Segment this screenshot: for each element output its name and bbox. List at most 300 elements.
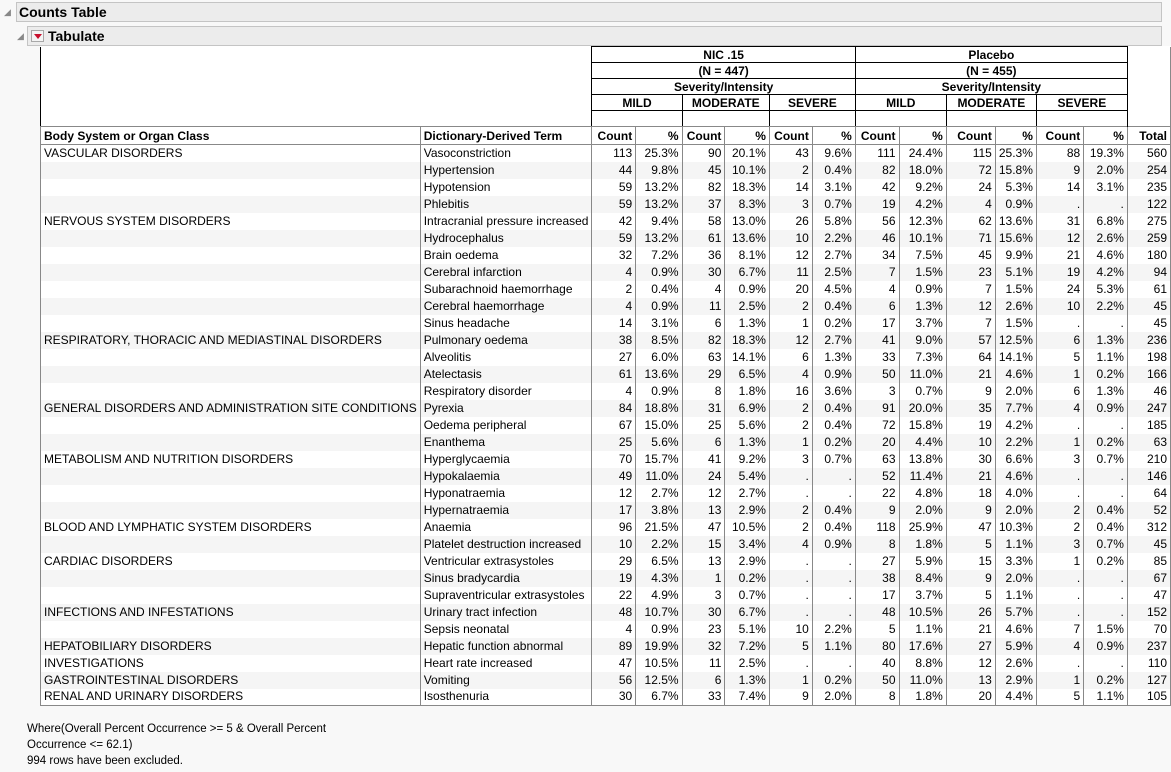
- percent-cell: 5.4%: [725, 468, 770, 485]
- percent-cell: 4.4%: [995, 689, 1036, 706]
- count-cell: 11: [682, 298, 725, 315]
- spacer-cell: [769, 111, 855, 127]
- count-cell: 2: [592, 281, 636, 298]
- count-cell: 4: [592, 264, 636, 281]
- table-row: [41, 519, 1171, 536]
- total-cell: 85: [1127, 553, 1170, 570]
- percent-cell: 13.6%: [995, 213, 1036, 230]
- percent-cell: 1.8%: [899, 536, 946, 553]
- count-cell: 61: [682, 230, 725, 247]
- percent-cell: 9.2%: [899, 179, 946, 196]
- count-cell: 4: [592, 621, 636, 638]
- percent-cell: 0.4%: [812, 162, 855, 179]
- count-cell: 10: [1036, 298, 1083, 315]
- count-cell: 13: [946, 672, 995, 689]
- percent-cell: 0.7%: [899, 383, 946, 400]
- percent-cell: .: [1084, 468, 1128, 485]
- severity-moderate: MODERATE: [682, 95, 769, 111]
- count-cell: 8: [682, 383, 725, 400]
- table-row: [41, 434, 1171, 451]
- percent-cell: 0.4%: [812, 298, 855, 315]
- percent-cell: 15.8%: [899, 417, 946, 434]
- counts-table-outline-header[interactable]: [16, 2, 1162, 22]
- percent-cell: 5.9%: [995, 638, 1036, 655]
- percent-cell: 4.4%: [899, 434, 946, 451]
- count-cell: 7: [1036, 621, 1083, 638]
- term-cell: Atelectasis: [420, 366, 592, 383]
- body-system-cell: [41, 587, 421, 604]
- count-cell: 62: [946, 213, 995, 230]
- count-cell: 14: [769, 179, 812, 196]
- count-cell: 45: [946, 247, 995, 264]
- severity-moderate: MODERATE: [946, 95, 1036, 111]
- percent-cell: 19.3%: [1084, 145, 1128, 162]
- column-header-count: Count: [946, 127, 995, 145]
- percent-cell: 3.3%: [995, 553, 1036, 570]
- total-cell: 70: [1127, 621, 1170, 638]
- group-n: (N = 455): [855, 63, 1127, 79]
- percent-cell: 0.9%: [899, 281, 946, 298]
- percent-cell: 1.1%: [899, 621, 946, 638]
- percent-cell: 1.3%: [725, 672, 770, 689]
- body-system-cell: CARDIAC DISORDERS: [41, 553, 421, 570]
- count-cell: 2: [769, 502, 812, 519]
- red-triangle-menu-icon[interactable]: [31, 30, 44, 42]
- group-n: (N = 447): [592, 63, 855, 79]
- percent-cell: 7.4%: [725, 689, 770, 706]
- count-cell: 45: [682, 162, 725, 179]
- column-header-percent: %: [725, 127, 770, 145]
- percent-cell: .: [812, 485, 855, 502]
- percent-cell: 2.5%: [812, 264, 855, 281]
- count-cell: 8: [855, 536, 899, 553]
- body-system-cell: RESPIRATORY, THORACIC AND MEDIASTINAL DISORDERS: [41, 332, 421, 349]
- count-cell: 2: [1036, 519, 1083, 536]
- count-cell: 12: [1036, 230, 1083, 247]
- count-cell: 59: [592, 230, 636, 247]
- percent-cell: 18.0%: [899, 162, 946, 179]
- percent-cell: 14.1%: [995, 349, 1036, 366]
- count-cell: 14: [1036, 179, 1083, 196]
- count-cell: 38: [592, 332, 636, 349]
- percent-cell: 0.7%: [812, 451, 855, 468]
- percent-cell: 1.3%: [725, 434, 770, 451]
- count-cell: 11: [682, 655, 725, 672]
- body-system-cell: RENAL AND URINARY DISORDERS: [41, 689, 421, 706]
- severity-mild: MILD: [855, 95, 946, 111]
- percent-cell: 4.3%: [636, 570, 682, 587]
- body-system-cell: INVESTIGATIONS: [41, 655, 421, 672]
- percent-cell: 19.9%: [636, 638, 682, 655]
- total-cell: 275: [1127, 213, 1170, 230]
- total-cell: 52: [1127, 502, 1170, 519]
- term-cell: Cerebral infarction: [420, 264, 592, 281]
- percent-cell: 4.6%: [995, 366, 1036, 383]
- count-cell: 58: [682, 213, 725, 230]
- body-system-cell: [41, 434, 421, 451]
- count-cell: 56: [592, 672, 636, 689]
- total-cell: 127: [1127, 672, 1170, 689]
- table-row: [41, 349, 1171, 366]
- percent-cell: 12.5%: [995, 332, 1036, 349]
- count-cell: 84: [592, 400, 636, 417]
- count-cell: 49: [592, 468, 636, 485]
- spacer-cell: [1036, 111, 1127, 127]
- percent-cell: 13.2%: [636, 196, 682, 213]
- count-cell: 1: [769, 672, 812, 689]
- spacer-cell: [855, 111, 946, 127]
- severity-header: Severity/Intensity: [855, 79, 1127, 95]
- count-cell: 9: [946, 502, 995, 519]
- percent-cell: 2.0%: [995, 383, 1036, 400]
- percent-cell: 13.8%: [899, 451, 946, 468]
- body-system-cell: HEPATOBILIARY DISORDERS: [41, 638, 421, 655]
- count-cell: 4: [1036, 638, 1083, 655]
- count-cell: 8: [855, 689, 899, 706]
- count-cell: 1: [1036, 672, 1083, 689]
- count-cell: 4: [592, 298, 636, 315]
- count-cell: 21: [946, 468, 995, 485]
- percent-cell: .: [812, 604, 855, 621]
- count-cell: 19: [855, 196, 899, 213]
- body-system-cell: [41, 230, 421, 247]
- percent-cell: 2.7%: [812, 247, 855, 264]
- count-cell: 12: [592, 485, 636, 502]
- count-cell: 32: [592, 247, 636, 264]
- percent-cell: 11.0%: [636, 468, 682, 485]
- table-row: [41, 451, 1171, 468]
- body-system-cell: GENERAL DISORDERS AND ADMINISTRATION SITE CONDITIONS: [41, 400, 421, 417]
- percent-cell: 6.0%: [636, 349, 682, 366]
- percent-cell: 20.1%: [725, 145, 770, 162]
- percent-cell: 6.9%: [725, 400, 770, 417]
- body-system-cell: VASCULAR DISORDERS: [41, 145, 421, 162]
- count-cell: 52: [855, 468, 899, 485]
- term-cell: Subarachnoid haemorrhage: [420, 281, 592, 298]
- percent-cell: 0.2%: [1084, 553, 1128, 570]
- term-cell: Intracranial pressure increased: [420, 213, 592, 230]
- percent-cell: 9.6%: [812, 145, 855, 162]
- table-row: [41, 196, 1171, 213]
- percent-cell: 1.5%: [995, 315, 1036, 332]
- percent-cell: 0.9%: [995, 196, 1036, 213]
- percent-cell: 2.5%: [725, 298, 770, 315]
- total-cell: 152: [1127, 604, 1170, 621]
- total-header-blank: [1127, 47, 1170, 127]
- total-cell: 180: [1127, 247, 1170, 264]
- percent-cell: 1.5%: [995, 281, 1036, 298]
- group-header: NIC .15: [592, 47, 855, 63]
- percent-cell: 0.4%: [812, 519, 855, 536]
- total-cell: 259: [1127, 230, 1170, 247]
- percent-cell: 2.0%: [995, 502, 1036, 519]
- term-cell: Platelet destruction increased: [420, 536, 592, 553]
- count-cell: 13: [682, 502, 725, 519]
- percent-cell: 7.2%: [725, 638, 770, 655]
- count-cell: 26: [769, 213, 812, 230]
- percent-cell: 1.3%: [725, 315, 770, 332]
- count-cell: 16: [769, 383, 812, 400]
- percent-cell: .: [812, 655, 855, 672]
- column-header-term: Dictionary-Derived Term: [420, 127, 592, 145]
- percent-cell: 10.7%: [636, 604, 682, 621]
- count-cell: 5: [1036, 689, 1083, 706]
- count-cell: 9: [946, 383, 995, 400]
- body-system-cell: [41, 247, 421, 264]
- count-cell: 96: [592, 519, 636, 536]
- percent-cell: 15.8%: [995, 162, 1036, 179]
- count-cell: 10: [592, 536, 636, 553]
- disclosure-triangle-icon[interactable]: ◢: [17, 32, 24, 42]
- table-row: [41, 213, 1171, 230]
- count-cell: 1: [1036, 553, 1083, 570]
- percent-cell: 10.3%: [995, 519, 1036, 536]
- count-cell: 41: [682, 451, 725, 468]
- percent-cell: 15.0%: [636, 417, 682, 434]
- count-cell: 1: [1036, 434, 1083, 451]
- percent-cell: 4.6%: [995, 621, 1036, 638]
- percent-cell: 24.4%: [899, 145, 946, 162]
- count-cell: 111: [855, 145, 899, 162]
- percent-cell: 9.9%: [995, 247, 1036, 264]
- count-cell: .: [1036, 485, 1083, 502]
- percent-cell: 1.3%: [1084, 383, 1128, 400]
- term-cell: Urinary tract infection: [420, 604, 592, 621]
- count-cell: .: [769, 468, 812, 485]
- table-row: [41, 145, 1171, 162]
- count-cell: 89: [592, 638, 636, 655]
- percent-cell: 10.1%: [725, 162, 770, 179]
- percent-cell: 13.6%: [636, 366, 682, 383]
- count-cell: 82: [855, 162, 899, 179]
- count-cell: 2: [769, 298, 812, 315]
- percent-cell: 4.8%: [899, 485, 946, 502]
- term-cell: Hyperglycaemia: [420, 451, 592, 468]
- count-cell: 25: [682, 417, 725, 434]
- count-cell: .: [1036, 604, 1083, 621]
- count-cell: 21: [946, 366, 995, 383]
- percent-cell: 0.9%: [636, 383, 682, 400]
- count-cell: 3: [769, 451, 812, 468]
- body-system-cell: [41, 383, 421, 400]
- term-cell: Enanthema: [420, 434, 592, 451]
- count-cell: 70: [592, 451, 636, 468]
- percent-cell: 0.9%: [636, 264, 682, 281]
- column-header-percent: %: [899, 127, 946, 145]
- count-cell: 42: [592, 213, 636, 230]
- count-cell: 4: [769, 366, 812, 383]
- count-cell: .: [769, 553, 812, 570]
- count-cell: 2: [769, 417, 812, 434]
- count-cell: 6: [682, 434, 725, 451]
- table-row: [41, 281, 1171, 298]
- count-cell: 61: [592, 366, 636, 383]
- percent-cell: 5.9%: [899, 553, 946, 570]
- percent-cell: .: [1084, 655, 1128, 672]
- percent-cell: 5.6%: [636, 434, 682, 451]
- percent-cell: 4.2%: [899, 196, 946, 213]
- percent-cell: 0.2%: [812, 672, 855, 689]
- count-cell: 30: [946, 451, 995, 468]
- count-cell: 5: [1036, 349, 1083, 366]
- percent-cell: 0.2%: [812, 315, 855, 332]
- disclosure-triangle-icon[interactable]: ◢: [4, 8, 11, 18]
- total-cell: 47: [1127, 587, 1170, 604]
- term-cell: Supraventricular extrasystoles: [420, 587, 592, 604]
- percent-cell: 1.8%: [725, 383, 770, 400]
- count-cell: 38: [855, 570, 899, 587]
- severity-severe: SEVERE: [769, 95, 855, 111]
- count-cell: 50: [855, 672, 899, 689]
- percent-cell: 7.7%: [995, 400, 1036, 417]
- count-cell: 17: [592, 502, 636, 519]
- percent-cell: .: [812, 553, 855, 570]
- percent-cell: 0.2%: [1084, 366, 1128, 383]
- count-cell: 44: [592, 162, 636, 179]
- term-cell: Sepsis neonatal: [420, 621, 592, 638]
- percent-cell: 5.6%: [725, 417, 770, 434]
- body-system-cell: [41, 281, 421, 298]
- percent-cell: .: [1084, 417, 1128, 434]
- total-cell: 146: [1127, 468, 1170, 485]
- count-cell: 21: [1036, 247, 1083, 264]
- count-cell: 88: [1036, 145, 1083, 162]
- percent-cell: 0.4%: [1084, 519, 1128, 536]
- count-cell: .: [769, 655, 812, 672]
- count-cell: 10: [946, 434, 995, 451]
- body-system-cell: [41, 570, 421, 587]
- count-cell: .: [1036, 315, 1083, 332]
- percent-cell: 10.5%: [636, 655, 682, 672]
- count-cell: 3: [1036, 451, 1083, 468]
- count-cell: 6: [855, 298, 899, 315]
- percent-cell: 14.1%: [725, 349, 770, 366]
- total-cell: 235: [1127, 179, 1170, 196]
- column-header-percent: %: [812, 127, 855, 145]
- term-cell: Heart rate increased: [420, 655, 592, 672]
- body-system-cell: GASTROINTESTINAL DISORDERS: [41, 672, 421, 689]
- count-cell: 5: [946, 536, 995, 553]
- body-system-cell: [41, 485, 421, 502]
- percent-cell: 18.8%: [636, 400, 682, 417]
- count-cell: 27: [946, 638, 995, 655]
- percent-cell: 3.1%: [812, 179, 855, 196]
- percent-cell: .: [1084, 315, 1128, 332]
- percent-cell: 4.0%: [995, 485, 1036, 502]
- count-cell: .: [1036, 655, 1083, 672]
- count-cell: 63: [855, 451, 899, 468]
- percent-cell: 8.1%: [725, 247, 770, 264]
- percent-cell: 15.6%: [995, 230, 1036, 247]
- count-cell: 5: [855, 621, 899, 638]
- body-system-cell: METABOLISM AND NUTRITION DISORDERS: [41, 451, 421, 468]
- count-cell: 26: [946, 604, 995, 621]
- where-clause-line1: Where(Overall Percent Occurrence >= 5 & Overall Percent: [27, 723, 327, 735]
- count-cell: 47: [946, 519, 995, 536]
- percent-cell: 2.7%: [636, 485, 682, 502]
- body-system-cell: [41, 502, 421, 519]
- count-cell: 48: [855, 604, 899, 621]
- term-cell: Pyrexia: [420, 400, 592, 417]
- term-cell: Hypertension: [420, 162, 592, 179]
- count-cell: 7: [946, 281, 995, 298]
- count-cell: 6: [682, 315, 725, 332]
- count-cell: .: [769, 485, 812, 502]
- count-cell: .: [1036, 196, 1083, 213]
- percent-cell: 0.7%: [1084, 536, 1128, 553]
- count-cell: 57: [946, 332, 995, 349]
- percent-cell: 2.6%: [1084, 230, 1128, 247]
- count-cell: 19: [946, 417, 995, 434]
- total-cell: 122: [1127, 196, 1170, 213]
- count-cell: 118: [855, 519, 899, 536]
- count-cell: 14: [592, 315, 636, 332]
- count-cell: 22: [855, 485, 899, 502]
- count-cell: 3: [682, 587, 725, 604]
- percent-cell: 2.2%: [1084, 298, 1128, 315]
- table-row: [41, 621, 1171, 638]
- table-row: [41, 587, 1171, 604]
- percent-cell: 0.2%: [1084, 434, 1128, 451]
- percent-cell: 15.7%: [636, 451, 682, 468]
- count-cell: 9: [769, 689, 812, 706]
- term-cell: Brain oedema: [420, 247, 592, 264]
- total-cell: 312: [1127, 519, 1170, 536]
- term-cell: Pulmonary oedema: [420, 332, 592, 349]
- percent-cell: 13.2%: [636, 230, 682, 247]
- count-cell: 22: [592, 587, 636, 604]
- column-header-count: Count: [1036, 127, 1083, 145]
- count-cell: 33: [682, 689, 725, 706]
- total-cell: 63: [1127, 434, 1170, 451]
- percent-cell: 1.1%: [995, 587, 1036, 604]
- count-cell: 17: [855, 587, 899, 604]
- total-cell: 166: [1127, 366, 1170, 383]
- body-system-cell: [41, 366, 421, 383]
- percent-cell: 2.2%: [812, 230, 855, 247]
- term-cell: Hepatic function abnormal: [420, 638, 592, 655]
- count-cell: 43: [769, 145, 812, 162]
- percent-cell: 0.4%: [812, 502, 855, 519]
- percent-cell: 1.1%: [1084, 349, 1128, 366]
- count-cell: 31: [1036, 213, 1083, 230]
- percent-cell: 1.3%: [899, 298, 946, 315]
- term-cell: Hydrocephalus: [420, 230, 592, 247]
- table-row: [41, 502, 1171, 519]
- count-cell: 24: [1036, 281, 1083, 298]
- percent-cell: 0.2%: [812, 434, 855, 451]
- count-cell: 36: [682, 247, 725, 264]
- count-cell: 90: [682, 145, 725, 162]
- term-cell: Oedema peripheral: [420, 417, 592, 434]
- percent-cell: 1.1%: [812, 638, 855, 655]
- count-cell: 82: [682, 179, 725, 196]
- count-cell: 2: [769, 400, 812, 417]
- percent-cell: 13.0%: [725, 213, 770, 230]
- body-system-cell: [41, 536, 421, 553]
- term-cell: Isosthenuria: [420, 689, 592, 706]
- count-cell: 21: [946, 621, 995, 638]
- percent-cell: 1.1%: [995, 536, 1036, 553]
- tabulate-title: Tabulate: [48, 28, 105, 44]
- count-cell: 24: [946, 179, 995, 196]
- tabulate-outline-header[interactable]: [27, 26, 1162, 46]
- count-cell: 4: [855, 281, 899, 298]
- percent-cell: 2.9%: [995, 672, 1036, 689]
- percent-cell: 1.3%: [812, 349, 855, 366]
- percent-cell: 18.3%: [725, 179, 770, 196]
- column-header-count: Count: [682, 127, 725, 145]
